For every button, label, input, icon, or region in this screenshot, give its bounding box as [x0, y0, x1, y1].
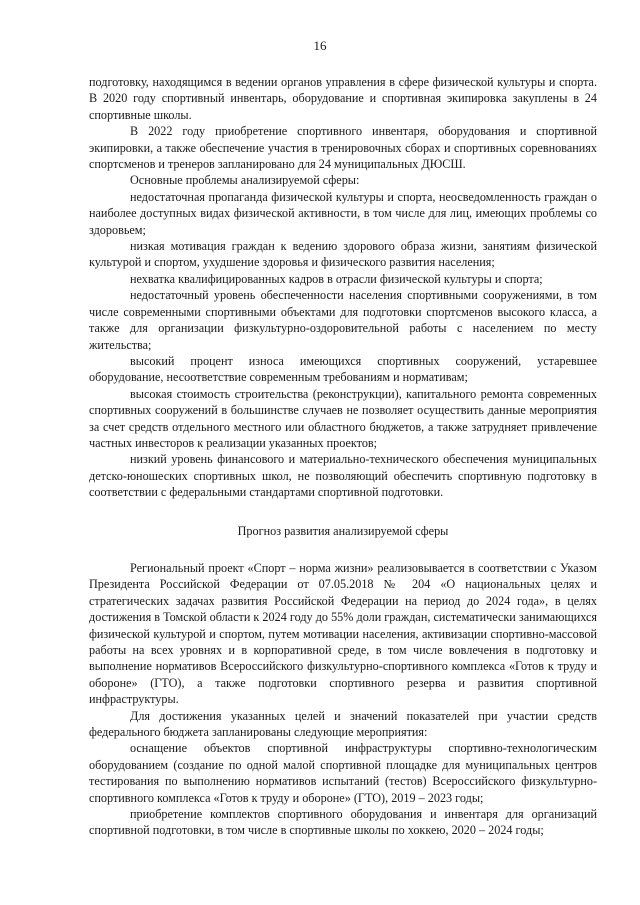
- paragraph: Для достижения указанных целей и значений показателей при участии средств федерального бюджета запланированы следующие мероприятия:: [89, 708, 597, 740]
- section-heading: Прогноз развития анализируемой сферы: [237, 523, 449, 538]
- list-item: недостаточная пропаганда физической культуры и спорта, неосведомленность граждан о наиболее доступных видах физической активности, в том числе для лиц, имеющих проблемы со здоровьем;: [89, 189, 597, 237]
- list-item: недостаточный уровень обеспеченности населения спортивными сооружениями, в том числе современными спортивными объектами для подготовки спортсменов высокого класса, а также для организации физкультурно-оздоровительной работы с населением по месту жительства;: [89, 288, 597, 352]
- paragraph: Региональный проект «Спорт – норма жизни» реализовывается в соответствии с Указом Президента Российской Федерации от 07.05.2018 № 204 «О национальных целях и стратегических задачах развития Российской Федерации на период до 2024 года», в целях достижения в Томской области к 2024 году до 55% доли граждан, систематически занимающихся физической культурой и спортом, путем мотивации населения, активизации спортивно-массовой работы на всех уровнях и в корпоративной среде, в том числе вовлечения в подготовку и выполнение нормативов Всероссийского физкультурно-спортивного комплекса «Готов к труду и обороне» (ГТО), а также подготовки спортивного резерва и развития спортивной инфраструктуры.: [89, 560, 597, 707]
- list-item: высокая стоимость строительства (реконструкции), капитального ремонта современных спортивных сооружений в большинстве случаев не позволяет осуществить данные мероприятия за счет средств отдельного местного или областного бюджетов, а также затрудняет привлечение частных инвесторов к реализации указанных проектов;: [89, 386, 597, 450]
- document-body: [89, 74, 597, 839]
- paragraph: Основные проблемы анализируемой сферы:: [130, 173, 360, 188]
- paragraph: В 2022 году приобретение спортивного инвентаря, оборудования и спортивной экипировки, а также обеспечение участия в тренировочных сборах и спортивных соревнованиях спортсменов и тренеров запланировано для 24 муниципальных ДЮСШ.: [89, 124, 597, 172]
- list-item: приобретение комплектов спортивного оборудования и инвентаря для организаций спортивной подготовки, в том числе в спортивные школы по хоккею, 2020 – 2024 годы;: [89, 807, 597, 838]
- list-item: высокий процент износа имеющихся спортивных сооружений, устаревшее оборудование, несоответствие современным требованиям и нормативам;: [89, 353, 597, 385]
- list-item: низкий уровень финансового и материально-технического обеспечения муниципальных детско-юношеских спортивных школ, не позволяющий обеспечить спортивную подготовку в соответствии с федеральными стандартами спортивной подготовки.: [89, 452, 597, 500]
- page-number: 16: [313, 38, 327, 53]
- list-item: низкая мотивация граждан к ведению здорового образа жизни, занятиям физической культурой и спортом, ухудшение здоровья и физического развития населения;: [89, 239, 597, 270]
- list-item: оснащение объектов спортивной инфраструктуры спортивно-технологическим оборудованием (создание по одной малой спортивной площадке для муниципальных центров тестирования по выполнению нормативов испытаний (тестов) Всероссийского физкультурно-спортивного комплекса «Готов к труду и обороне» (ГТО), 2019 – 2023 годы;: [89, 741, 597, 805]
- paragraph: подготовку, находящимся в ведении органов управления в сфере физической культуры и спорта. В 2020 году спортивный инвентарь, оборудование и спортивная экипировка закуплены в 24 спортивные школы.: [89, 75, 597, 122]
- list-item: нехватка квалифицированных кадров в отрасли физической культуры и спорта;: [130, 271, 543, 286]
